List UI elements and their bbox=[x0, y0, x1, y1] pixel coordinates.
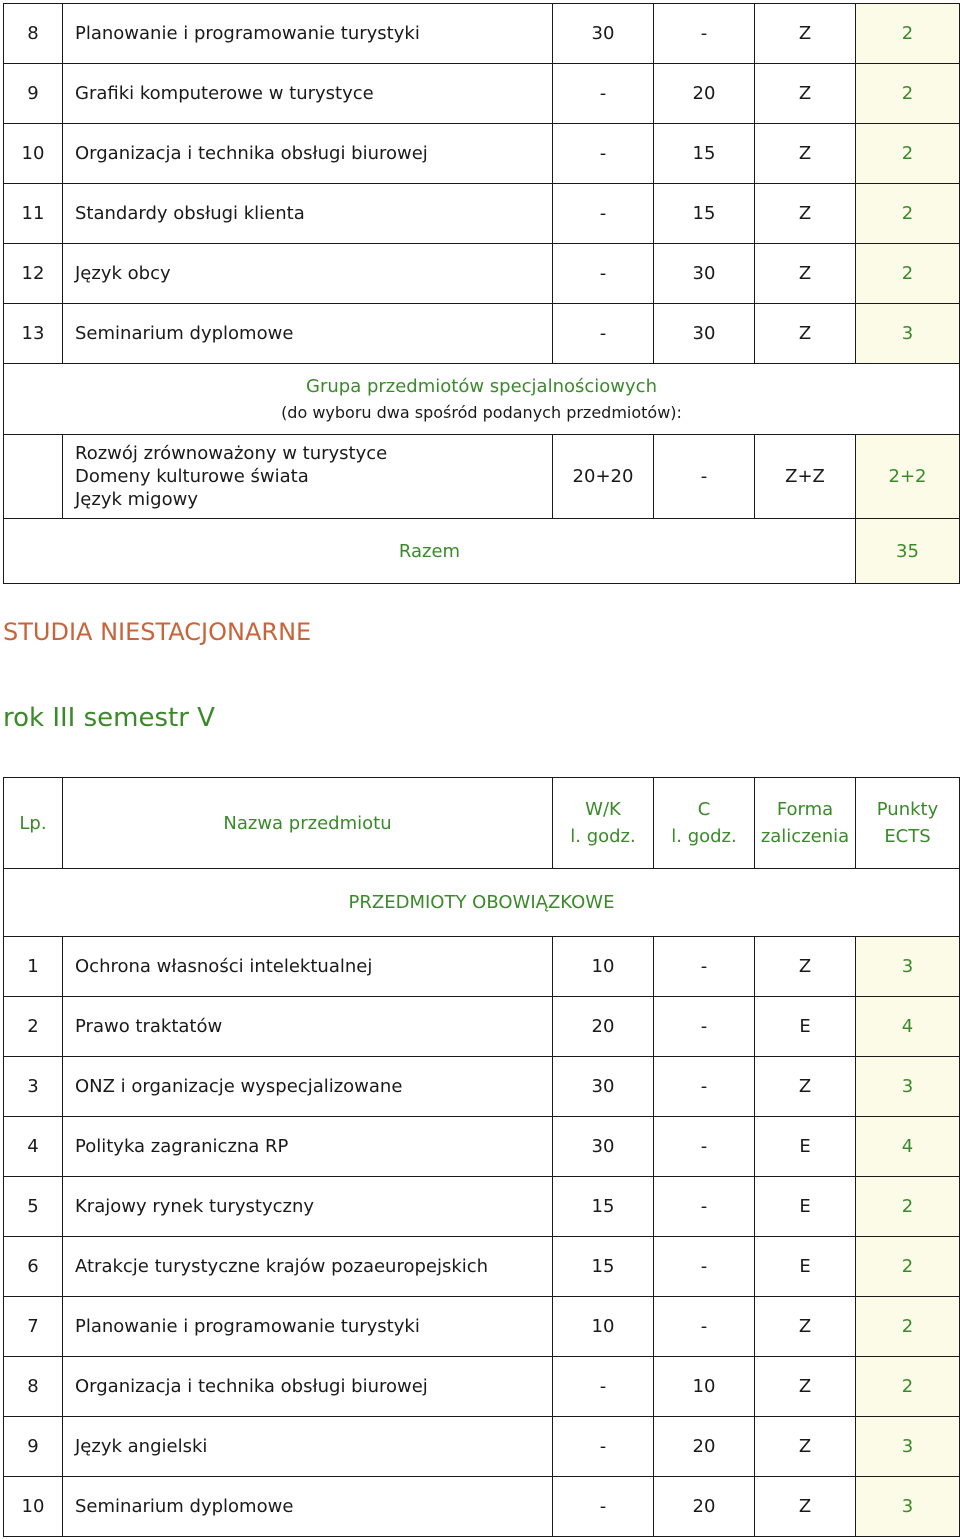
assessment-form: Z bbox=[755, 4, 856, 64]
course-name: Seminarium dyplomowe bbox=[63, 1477, 553, 1537]
course-name: Język obcy bbox=[63, 244, 553, 304]
course-name: Organizacja i technika obsługi biurowej bbox=[63, 1357, 553, 1417]
ects-points: 2 bbox=[856, 1357, 960, 1417]
hours-c: 30 bbox=[654, 304, 755, 364]
ects-points: 2 bbox=[856, 1177, 960, 1237]
group-items-cell bbox=[63, 435, 553, 519]
hours-c: - bbox=[654, 1117, 755, 1177]
course-name: Standardy obsługi klienta bbox=[63, 184, 553, 244]
group-c: - bbox=[654, 435, 755, 519]
table-row bbox=[4, 1357, 960, 1417]
row-number: 8 bbox=[4, 4, 63, 64]
row-number: 9 bbox=[4, 1417, 63, 1477]
hours-c: 10 bbox=[654, 1357, 755, 1417]
header-wk: W/K l. godz. bbox=[553, 778, 654, 869]
row-number: 13 bbox=[4, 304, 63, 364]
hours-wk: 10 bbox=[553, 1297, 654, 1357]
row-number: 6 bbox=[4, 1237, 63, 1297]
hours-c: 15 bbox=[654, 124, 755, 184]
hours-c: - bbox=[654, 4, 755, 64]
header-c: C l. godz. bbox=[654, 778, 755, 869]
ects-points: 2 bbox=[856, 4, 960, 64]
course-name: Planowanie i programowanie turystyki bbox=[63, 1297, 553, 1357]
ects-points: 3 bbox=[856, 937, 960, 997]
course-name: Ochrona własności intelektualnej bbox=[63, 937, 553, 997]
hours-wk: 15 bbox=[553, 1177, 654, 1237]
hours-wk: 30 bbox=[553, 1117, 654, 1177]
row-number: 12 bbox=[4, 244, 63, 304]
course-name: Krajowy rynek turystyczny bbox=[63, 1177, 553, 1237]
assessment-form: Z bbox=[755, 937, 856, 997]
assessment-form: E bbox=[755, 1237, 856, 1297]
section-heading-rok: rok III semestr V bbox=[3, 703, 215, 733]
row-number: 5 bbox=[4, 1177, 63, 1237]
course-name: ONZ i organizacje wyspecjalizowane bbox=[63, 1057, 553, 1117]
table-row bbox=[4, 997, 960, 1057]
group-ects: 2+2 bbox=[856, 435, 960, 519]
header-lp: Lp. bbox=[4, 778, 63, 869]
hours-wk: - bbox=[553, 64, 654, 124]
hours-c: 20 bbox=[654, 64, 755, 124]
assessment-form: Z bbox=[755, 184, 856, 244]
table-header-row bbox=[4, 778, 960, 869]
hours-wk: - bbox=[553, 244, 654, 304]
mandatory-section-label: PRZEDMIOTY OBOWIĄZKOWE bbox=[4, 869, 960, 937]
row-number: 2 bbox=[4, 997, 63, 1057]
hours-c: - bbox=[654, 1057, 755, 1117]
section-heading-studia: STUDIA NIESTACJONARNE bbox=[3, 618, 312, 646]
table-row bbox=[4, 1477, 960, 1537]
row-number: 11 bbox=[4, 184, 63, 244]
table-row bbox=[4, 184, 960, 244]
header-name: Nazwa przedmiotu bbox=[63, 778, 553, 869]
row-number: 10 bbox=[4, 124, 63, 184]
ects-points: 2 bbox=[856, 64, 960, 124]
header-forma: Forma zaliczenia bbox=[755, 778, 856, 869]
assessment-form: E bbox=[755, 1177, 856, 1237]
hours-wk: - bbox=[553, 304, 654, 364]
assessment-form: Z bbox=[755, 1477, 856, 1537]
row-number: 1 bbox=[4, 937, 63, 997]
course-name: Atrakcje turystyczne krajów pozaeuropejskich bbox=[63, 1237, 553, 1297]
table-row bbox=[4, 244, 960, 304]
row-number: 3 bbox=[4, 1057, 63, 1117]
table-row bbox=[4, 1237, 960, 1297]
hours-wk: - bbox=[553, 124, 654, 184]
total-ects: 35 bbox=[856, 519, 960, 584]
course-name: Organizacja i technika obsługi biurowej bbox=[63, 124, 553, 184]
course-name: Planowanie i programowanie turystyki bbox=[63, 4, 553, 64]
hours-c: 15 bbox=[654, 184, 755, 244]
course-name: Seminarium dyplomowe bbox=[63, 304, 553, 364]
assessment-form: Z bbox=[755, 1297, 856, 1357]
group-item: Domeny kulturowe świata bbox=[75, 466, 309, 487]
hours-c: - bbox=[654, 937, 755, 997]
row-number: 8 bbox=[4, 1357, 63, 1417]
hours-c: - bbox=[654, 1297, 755, 1357]
row-number: 10 bbox=[4, 1477, 63, 1537]
hours-wk: 15 bbox=[553, 1237, 654, 1297]
ects-points: 2 bbox=[856, 1237, 960, 1297]
table-row bbox=[4, 937, 960, 997]
ects-points: 2 bbox=[856, 244, 960, 304]
ects-points: 2 bbox=[856, 1297, 960, 1357]
course-table-bottom-body bbox=[4, 778, 960, 1537]
table-row bbox=[4, 1417, 960, 1477]
hours-wk: 10 bbox=[553, 937, 654, 997]
hours-c: - bbox=[654, 1237, 755, 1297]
assessment-form: Z bbox=[755, 64, 856, 124]
hours-wk: 20 bbox=[553, 997, 654, 1057]
table-row bbox=[4, 1177, 960, 1237]
ects-points: 2 bbox=[856, 184, 960, 244]
assessment-form: Z bbox=[755, 124, 856, 184]
group-subtitle: (do wyboru dwa spośród podanych przedmiotów): bbox=[281, 403, 682, 422]
course-name: Polityka zagraniczna RP bbox=[63, 1117, 553, 1177]
assessment-form: E bbox=[755, 997, 856, 1057]
course-table-top bbox=[3, 3, 960, 584]
total-label: Razem bbox=[4, 519, 856, 584]
assessment-form: Z bbox=[755, 1357, 856, 1417]
hours-wk: - bbox=[553, 184, 654, 244]
ects-points: 2 bbox=[856, 124, 960, 184]
group-item: Język migowy bbox=[75, 489, 198, 510]
table-row bbox=[4, 304, 960, 364]
ects-points: 4 bbox=[856, 1117, 960, 1177]
ects-points: 3 bbox=[856, 1057, 960, 1117]
specialization-group-header bbox=[4, 364, 960, 435]
group-wk: 20+20 bbox=[553, 435, 654, 519]
course-name: Prawo traktatów bbox=[63, 997, 553, 1057]
group-item: Rozwój zrównoważony w turystyce bbox=[75, 443, 388, 464]
hours-wk: 30 bbox=[553, 4, 654, 64]
course-name: Grafiki komputerowe w turystyce bbox=[63, 64, 553, 124]
table-row bbox=[4, 1057, 960, 1117]
ects-points: 3 bbox=[856, 1417, 960, 1477]
hours-wk: - bbox=[553, 1357, 654, 1417]
assessment-form: Z bbox=[755, 244, 856, 304]
mandatory-section-row bbox=[4, 869, 960, 937]
hours-wk: - bbox=[553, 1417, 654, 1477]
table-row bbox=[4, 124, 960, 184]
row-number: 7 bbox=[4, 1297, 63, 1357]
assessment-form: E bbox=[755, 1117, 856, 1177]
hours-c: - bbox=[654, 997, 755, 1057]
hours-c: 20 bbox=[654, 1477, 755, 1537]
table-row bbox=[4, 1297, 960, 1357]
hours-wk: - bbox=[553, 1477, 654, 1537]
table-row bbox=[4, 1117, 960, 1177]
hours-c: 20 bbox=[654, 1417, 755, 1477]
course-table-top-body bbox=[4, 4, 960, 584]
table-row bbox=[4, 4, 960, 64]
total-row bbox=[4, 519, 960, 584]
specialization-group-row bbox=[4, 435, 960, 519]
row-number: 9 bbox=[4, 64, 63, 124]
hours-wk: 30 bbox=[553, 1057, 654, 1117]
course-name: Język angielski bbox=[63, 1417, 553, 1477]
ects-points: 3 bbox=[856, 304, 960, 364]
assessment-form: Z bbox=[755, 1417, 856, 1477]
header-ects: Punkty ECTS bbox=[856, 778, 960, 869]
ects-points: 3 bbox=[856, 1477, 960, 1537]
assessment-form: Z bbox=[755, 1057, 856, 1117]
hours-c: - bbox=[654, 1177, 755, 1237]
row-number: 4 bbox=[4, 1117, 63, 1177]
table-row bbox=[4, 64, 960, 124]
group-forma: Z+Z bbox=[755, 435, 856, 519]
ects-points: 4 bbox=[856, 997, 960, 1057]
course-table-bottom bbox=[3, 777, 960, 1537]
assessment-form: Z bbox=[755, 304, 856, 364]
hours-c: 30 bbox=[654, 244, 755, 304]
group-title: Grupa przedmiotów specjalnościowych bbox=[306, 376, 657, 397]
